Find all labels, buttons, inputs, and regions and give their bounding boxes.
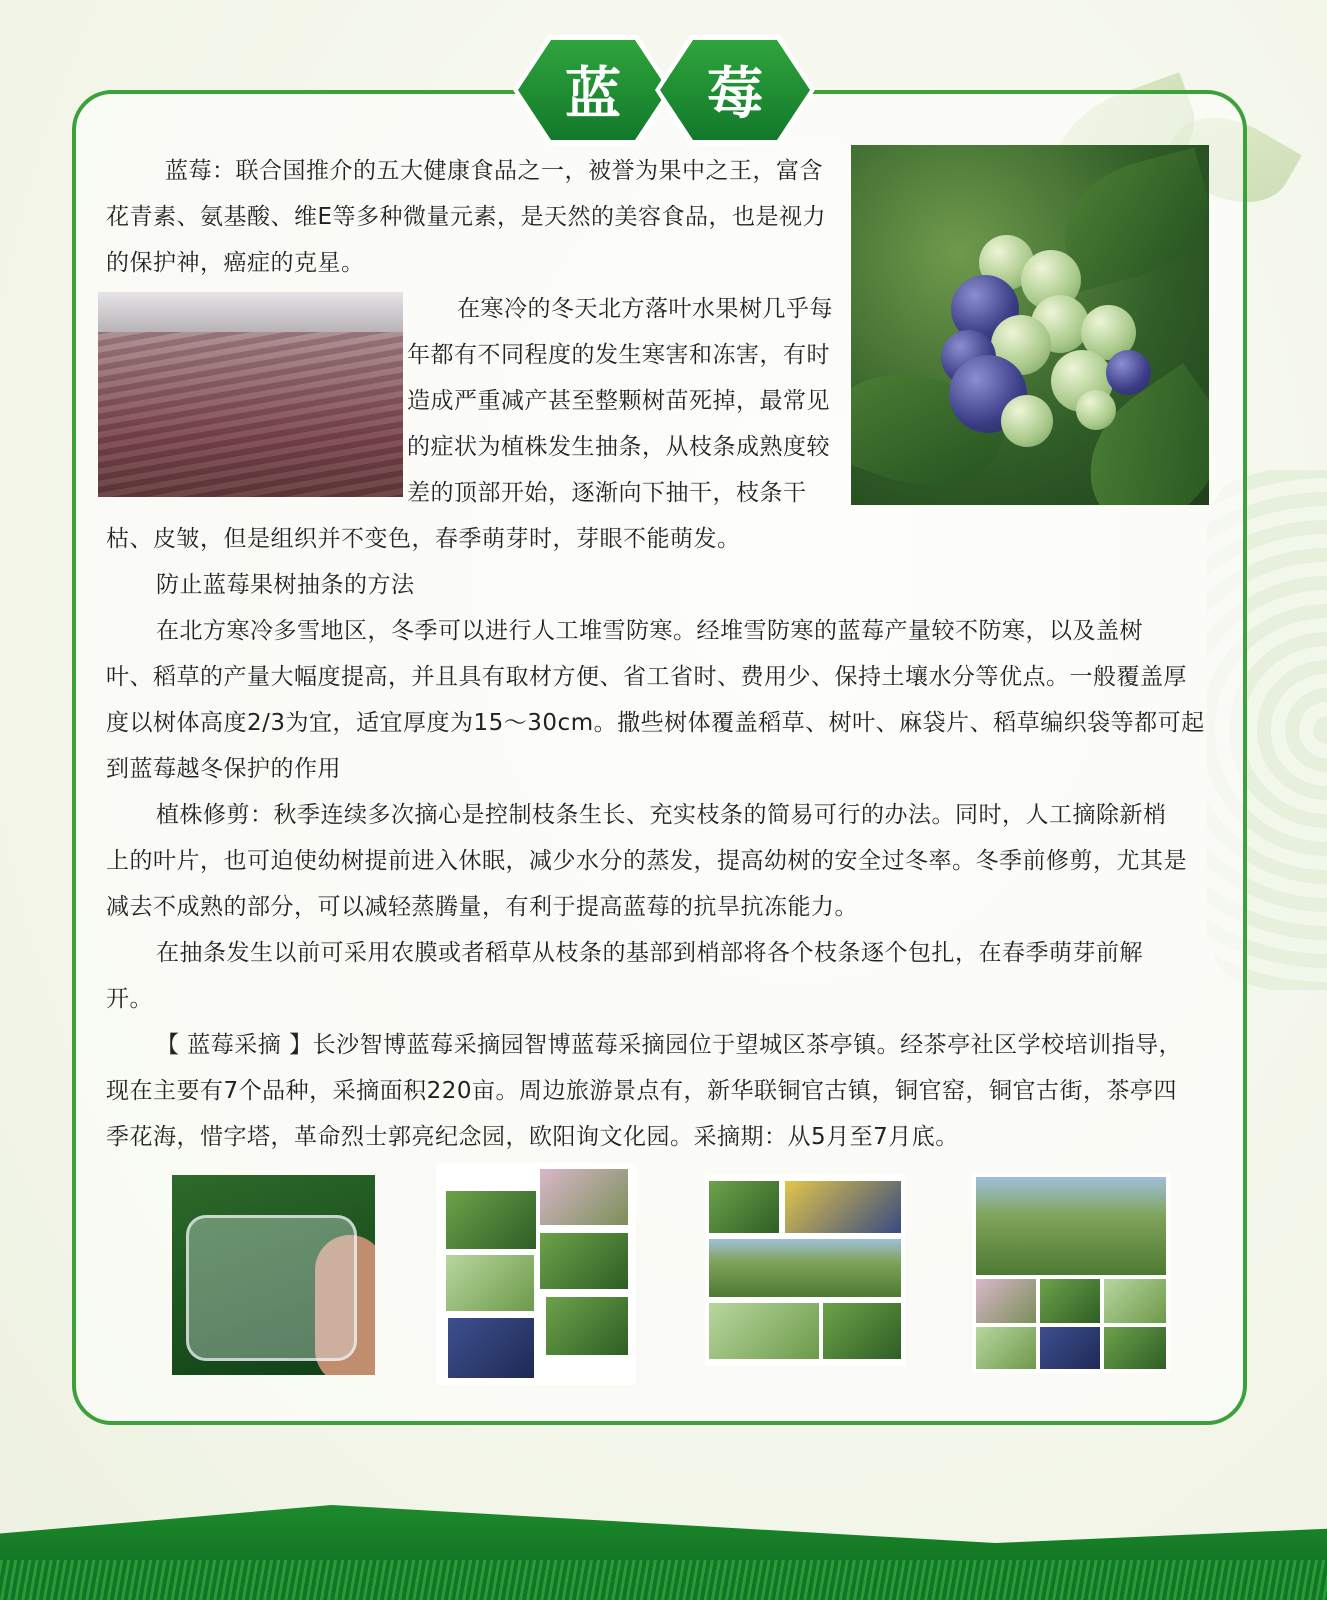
intro-line: 的保护神，癌症的克星。 bbox=[106, 250, 365, 276]
picking-line: 现在主要有7个品种，采摘面积220亩。周边旅游景点有，新华联铜官古镇，铜官窑，铜官古街，茶亭四 bbox=[106, 1078, 1178, 1104]
cold-line: 在寒冷的冬天北方落叶水果树几乎每 bbox=[457, 296, 833, 322]
cold-line: 差的顶部开始，逐渐向下抽干，枝条干 bbox=[407, 480, 807, 506]
blueberry-field-photo bbox=[98, 292, 403, 497]
cold-tail-line: 枯、皮皱，但是组织并不变色，春季萌芽时，芽眼不能萌发。 bbox=[106, 526, 741, 552]
snow-line: 在北方寒冷多雪地区，冬季可以进行人工堆雪防寒。经堆雪防寒的蓝莓产量较不防寒，以及盖树 bbox=[156, 618, 1143, 644]
bottom-grass-decoration bbox=[0, 1560, 1327, 1600]
intro-line: 蓝莓：联合国推介的五大健康食品之一，被誉为果中之王，富含 bbox=[165, 158, 823, 184]
snow-line: 到蓝莓越冬保护的作用 bbox=[106, 756, 341, 782]
picking-line: 季花海，惜字塔，革命烈士郭亮纪念园，欧阳询文化园。采摘期：从5月至7月底。 bbox=[106, 1124, 959, 1150]
wrap-line: 在抽条发生以前可采用农膜或者稻草从枝条的基部到梢部将各个枝条逐个包扎，在春季萌芽前解 bbox=[156, 940, 1143, 966]
blueberry-cluster-photo bbox=[851, 145, 1209, 505]
cold-line: 年都有不同程度的发生寒害和冻害，有时 bbox=[407, 342, 830, 368]
prune-line: 上的叶片，也可迫使幼树提前进入休眠，减少水分的蒸发，提高幼树的安全过冬率。冬季前修剪，尤其是 bbox=[106, 848, 1187, 874]
title-char-1: 蓝 bbox=[565, 61, 621, 127]
method-heading: 防止蓝莓果树抽条的方法 bbox=[156, 572, 415, 598]
blueberry-collage-photo bbox=[436, 1163, 636, 1385]
snow-line: 叶、稻草的产量大幅度提高，并且具有取材方便、省工省时、费用少、保持土壤水分等优点。一般覆盖厚 bbox=[106, 664, 1187, 690]
cold-line: 的症状为植株发生抽条，从枝条成熟度较 bbox=[407, 434, 830, 460]
snow-line: 度以树体高度2/3为宜，适宜厚度为15～30cm。撒些树体覆盖稻草、树叶、麻袋片、稻草编织袋等都可起 bbox=[106, 710, 1205, 736]
intro-line: 花青素、氨基酸、维E等多种微量元素，是天然的美容食品，也是视力 bbox=[106, 204, 827, 230]
prune-line: 减去不成熟的部分，可以减轻蒸腾量，有利于提高蓝莓的抗旱抗冻能力。 bbox=[106, 894, 858, 920]
blueberry-plantation-collage-photo bbox=[972, 1173, 1170, 1373]
blueberry-farm-collage-photo bbox=[705, 1175, 905, 1365]
wrap-line: 开。 bbox=[106, 986, 153, 1012]
blueberry-box-photo bbox=[172, 1175, 375, 1375]
title-char-2: 莓 bbox=[707, 61, 763, 127]
prune-line: 植株修剪：秋季连续多次摘心是控制枝条生长、充实枝条的简易可行的办法。同时，人工摘除新梢 bbox=[156, 802, 1167, 828]
title-badge-left bbox=[518, 40, 668, 140]
title-badge-right bbox=[660, 40, 810, 140]
cold-line: 造成严重减产甚至整颗树苗死掉，最常见 bbox=[407, 388, 830, 414]
picking-line: 【 蓝莓采摘 】长沙智博蓝莓采摘园智博蓝莓采摘园位于望城区茶亭镇。经茶亭社区学校培训指导， bbox=[156, 1032, 1183, 1058]
